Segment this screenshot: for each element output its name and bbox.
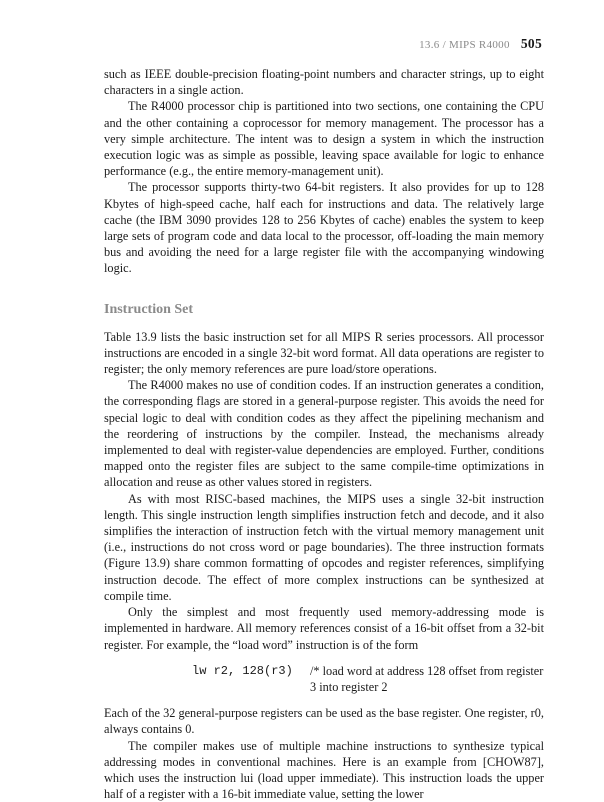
paragraph-3: The processor supports thirty-two 64-bit registers. It also provides for up to 128 Kbytes of high-speed cache, half each for instructions and data. The relatively large cache (the IBM 3090 provides 128 to 256 Kbytes of cache) enables the system to keep large sets of program code and data local to the processor, off-loading the main memory bus and avoiding the need for a large register file with the accompanying windowing logic.: [104, 180, 544, 276]
paragraph-5: The R4000 makes no use of condition codes. If an instruction generates a condition, the corresponding flags are stored in a general-purpose register. This avoids the need for special logic to deal with condition codes as they affect the pipelining mechanism and the reordering of instructions by the compiler. Instead, the mechanisms already implemented to deal with register-value dependencies are employed. Further, conditions mapped onto the register files are subject to the same compile-time optimizations in allocation and reuse as other values stored in registers.: [104, 378, 544, 490]
code-example: [192, 663, 544, 695]
body-text: [104, 66, 544, 802]
paragraph-1: such as IEEE double-precision floating-point numbers and character strings, up to eight characters in a single action.: [104, 67, 544, 98]
running-header: [419, 36, 542, 52]
paragraph-6: As with most RISC-based machines, the MIPS uses a single 32-bit instruction length. This single instruction length simplifies instruction fetch and decode, and it also simplifies the interaction of instruction fetch with the virtual memory management unit (i.e., instructions do not cross word or page boundaries). The three instruction formats (Figure 13.9) share common formatting of opcodes and register references, simplifying instruction decode. The effect of more complex instructions can be synthesized at compile time.: [104, 491, 544, 603]
page-number: 505: [520, 36, 542, 51]
code-comment: /* load word at address 128 offset from register 3 into register 2: [310, 663, 544, 694]
paragraph-4: Table 13.9 lists the basic instruction set for all MIPS R series processors. All processor instructions are encoded in a single 32-bit word format. All data operations are register to register; the only memory references are pure load/store operations.: [104, 329, 544, 377]
paragraph-2: The R4000 processor chip is partitioned into two sections, one containing the CPU and the other containing a coprocessor for memory management. The processor has a very simple architecture. The intent was to design a system in which the instruction execution logic was as simple as possible, leaving space available for logic to enhance performance (e.g., the entire memory-management unit).: [104, 99, 544, 179]
code-line: lw r2, 128(r3): [192, 663, 293, 678]
running-header-section: 13.6 / MIPS R4000: [419, 39, 510, 51]
paragraph-7: Only the simplest and most frequently used memory-addressing mode is implemented in hardware. All memory references consist of a 16-bit offset from a 32-bit register. For example, the “load word” instruction is of the form: [104, 605, 544, 652]
section-heading: Instruction Set: [104, 301, 194, 317]
paragraph-8: Each of the 32 general-purpose registers can be used as the base register. One register, r0, always contains 0.: [104, 706, 544, 737]
paragraph-9: The compiler makes use of multiple machine instructions to synthesize typical addressing modes in conventional machines. Here is an example from [CHOW87], which uses the instruction lui (load upper immediate). This instruction loads the upper half of a register with a 16-bit immediate value, setting the lower: [104, 738, 544, 802]
